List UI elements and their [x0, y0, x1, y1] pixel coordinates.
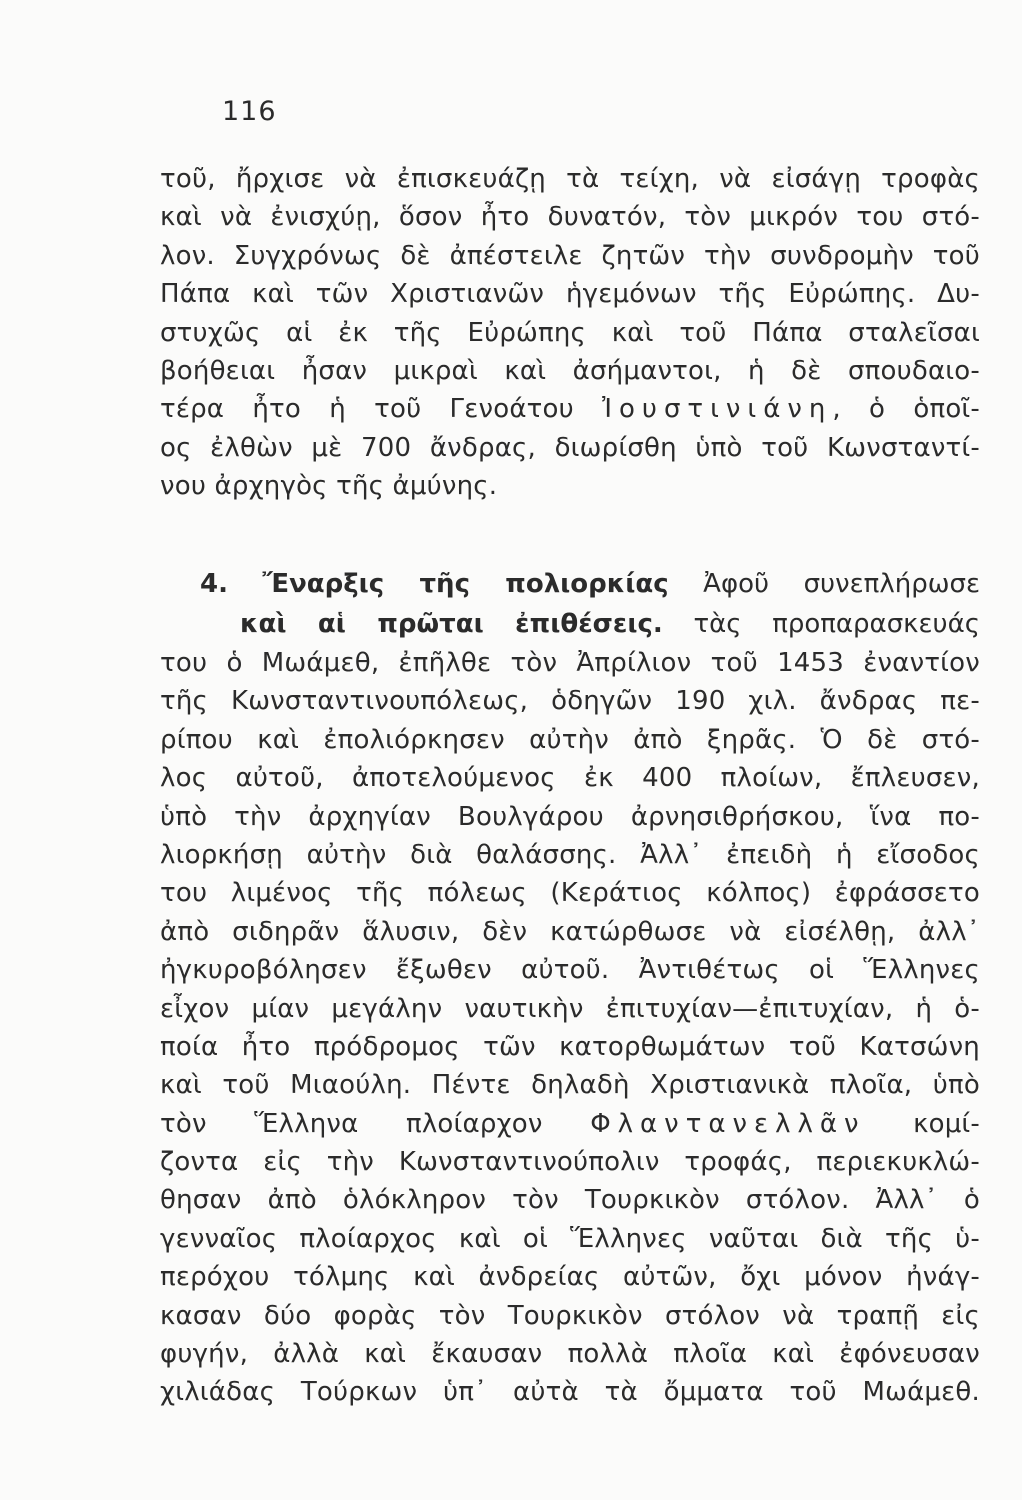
spaced-name: Φλαντανελλᾶν: [590, 1108, 866, 1139]
text-line: εἶχον μίαν μεγάλην ναυτικὴν ἐπιτυχίαν—ἐπιτυχίαν, ἡ ὁ-: [160, 993, 980, 1024]
text-line: καὶ τοῦ Μιαούλη. Πέντε δηλαδὴ Χριστιανικὰ πλοῖα, ὑπὸ: [160, 1070, 980, 1101]
text-line: [160, 1105, 980, 1143]
text-line: λον. Συγχρόνως δὲ ἀπέστειλε ζητῶν τὴν συνδρομὴν τοῦ: [160, 240, 980, 271]
text-line: καὶ νὰ ἐνισχύῃ, ὅσον ἦτο δυνατόν, τὸν μικρόν του στό-: [160, 202, 980, 233]
text-line: κασαν δύο φορὰς τὸν Τουρκικὸν στόλον νὰ τραπῇ εἰς: [160, 1300, 980, 1331]
text-line: ὑπὸ τὴν ἀρχηγίαν Βουλγάρου ἀρνησιθρήσκου, ἵνα πο-: [160, 801, 980, 832]
text-line: χιλιάδας Τούρκων ὑπ᾽ αὐτὰ τὰ ὄμματα τοῦ Μωάμεθ.: [160, 1377, 980, 1408]
paragraph-1: [160, 160, 980, 506]
section-heading-continued: καὶ αἱ πρῶται ἐπιθέσεις.: [240, 609, 663, 639]
text-fragment: κομί-: [913, 1108, 981, 1139]
text-line: νου ἀρχηγὸς τῆς ἀμύνης.: [160, 471, 498, 502]
text-line: περόχου τόλμης καὶ ἀνδρείας αὐτῶν, ὄχι μόνον ἠνάγ-: [160, 1262, 980, 1293]
text-line: του λιμένος τῆς πόλεως (Κεράτιος κόλπος) ἐφράσσετο: [160, 878, 980, 909]
text-line: ἠγκυροβόλησεν ἔξωθεν αὐτοῦ. Ἀντιθέτως οἱ Ἕλληνες: [160, 955, 980, 986]
text-line: ρίπου καὶ ἐπολιόρκησεν αὐτὴν ἀπὸ ξηρᾶς. Ὁ δὲ στό-: [160, 724, 980, 755]
text-line: λιορκήσῃ αὐτὴν διὰ θαλάσσης. Ἀλλ᾽ ἐπειδὴ ἡ εἴσοδος: [160, 839, 980, 870]
text-fragment: τέρα ἦτο ἡ τοῦ Γενοάτου: [160, 394, 574, 425]
text-fragment: τὸν Ἕλληνα πλοίαρχον: [160, 1108, 543, 1139]
text-line: τῆς Κωνσταντινουπόλεως, ὁδηγῶν 190 χιλ. ἄνδρας πε-: [160, 686, 980, 717]
section-heading-line: [160, 604, 980, 644]
text-line: ποία ἦτο πρόδρομος τῶν κατορθωμάτων τοῦ Κατσώνη: [160, 1031, 980, 1062]
text-line: στυχῶς αἱ ἐκ τῆς Εὐρώπης καὶ τοῦ Πάπα σταλεῖσαι: [160, 317, 980, 348]
spaced-name: Ἰουστινιάνη: [602, 394, 833, 425]
text-line: λος αὐτοῦ, ἀποτελούμενος ἐκ 400 πλοίων, ἔπλευσεν,: [160, 763, 980, 794]
text-line: Πάπα καὶ τῶν Χριστιανῶν ἡγεμόνων τῆς Εὐρώπης. Δυ-: [160, 279, 980, 310]
text-line: ος ἐλθὼν μὲ 700 ἄνδρας, διωρίσθη ὑπὸ τοῦ Κωνσταντί-: [160, 432, 980, 463]
text-fragment: Ἀφοῦ συνεπλήρωσε: [703, 569, 980, 599]
text-line: βοήθειαι ἦσαν μικραὶ καὶ ἀσήμαντοι, ἡ δὲ σπουδαιο-: [160, 355, 980, 386]
text-line: θησαν ἀπὸ ὁλόκληρον τὸν Τουρκικὸν στόλον. Ἀλλ᾽ ὁ: [160, 1185, 980, 1216]
section-number: 4.: [200, 569, 228, 599]
text-line: φυγήν, ἀλλὰ καὶ ἔκαυσαν πολλὰ πλοῖα καὶ ἐφόνευσαν: [160, 1339, 980, 1370]
text-line: του ὁ Μωάμεθ, ἐπῆλθε τὸν Ἀπρίλιον τοῦ 1453 ἐναντίον: [160, 648, 980, 678]
text-fragment: , ὁ ὁποῖ-: [832, 394, 981, 425]
text-line: ζοντα εἰς τὴν Κωνσταντινούπολιν τροφάς, περιεκυκλώ-: [160, 1147, 980, 1178]
section-4: [160, 564, 980, 1412]
text-line: ἀπὸ σιδηρᾶν ἅλυσιν, δὲν κατώρθωσε νὰ εἰσέλθῃ, ἀλλ᾽: [160, 916, 980, 947]
section-heading-line: [160, 564, 980, 604]
text-fragment: τὰς προπαρασκευάς: [693, 609, 980, 639]
page-number: 116: [222, 96, 277, 127]
text-line: τοῦ, ἤρχισε νὰ ἐπισκευάζῃ τὰ τείχη, νὰ εἰσάγῃ τροφὰς: [160, 164, 980, 194]
section-heading: Ἔναρξις τῆς πολιορκίας: [262, 569, 669, 599]
text-line: [160, 390, 980, 428]
text-line: γενναῖος πλοίαρχος καὶ οἱ Ἕλληνες ναῦται διὰ τῆς ὑ-: [160, 1223, 980, 1254]
